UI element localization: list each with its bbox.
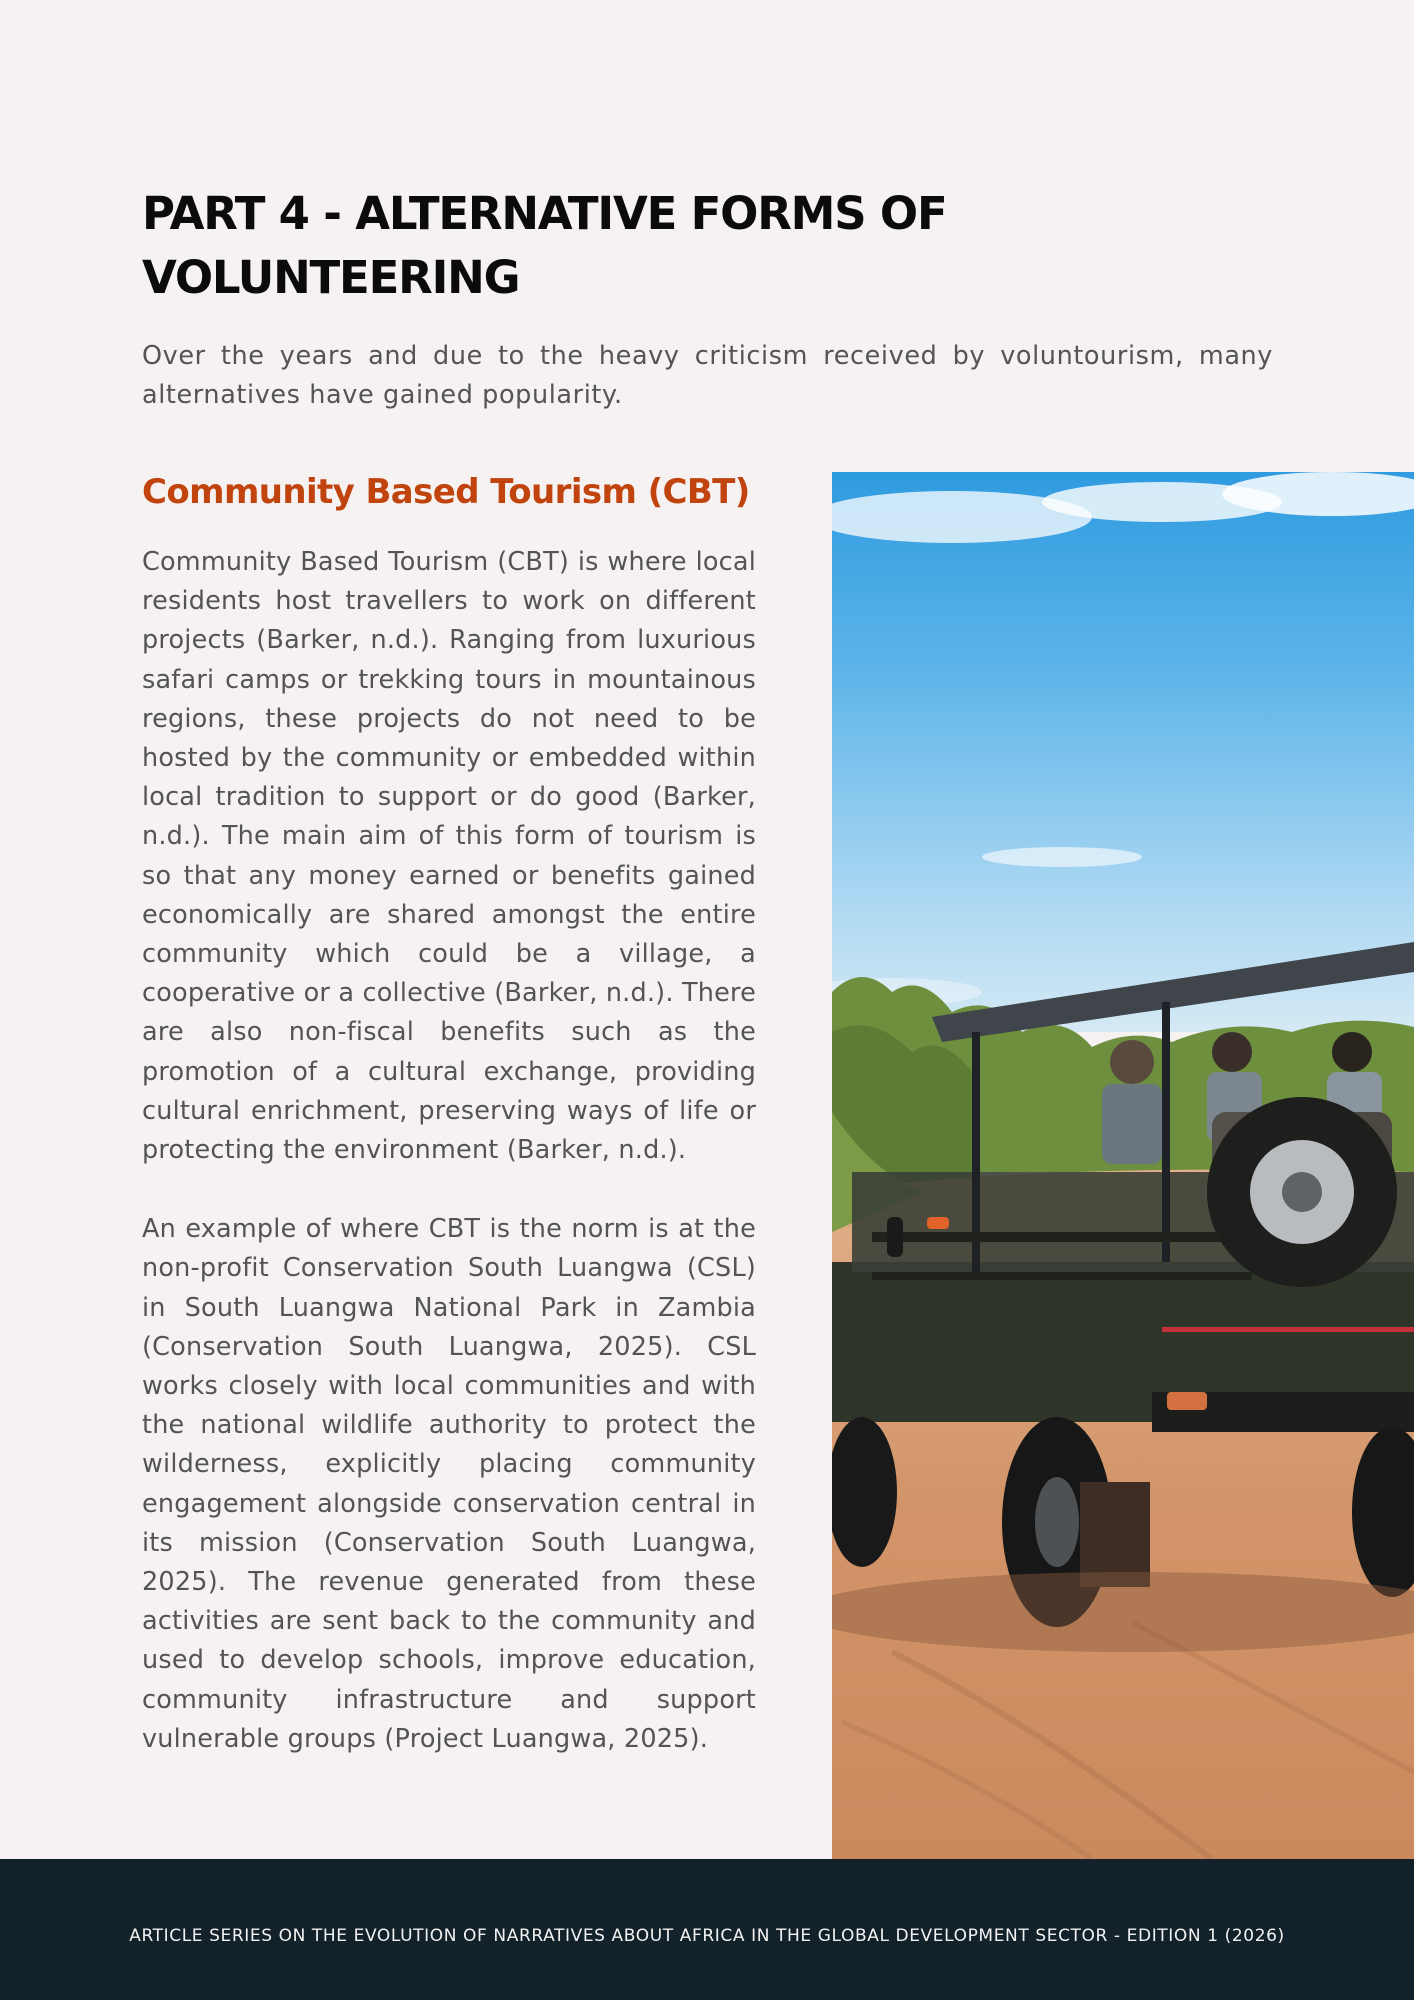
section-heading: Community Based Tourism (CBT): [142, 472, 750, 512]
safari-jeep-photo: [832, 472, 1414, 1859]
cloud: [982, 847, 1142, 867]
footer-text: ARTICLE SERIES ON THE EVOLUTION OF NARRATIVES ABOUT AFRICA IN THE GLOBAL DEVELOPMENT SECTOR - EDITION 1 (2026): [129, 1926, 1285, 1946]
intro-paragraph: Over the years and due to the heavy criticism received by voluntourism, many alternatives have gained popularity.: [142, 341, 1273, 410]
sky: [832, 472, 1414, 1032]
body-paragraph: Community Based Tourism (CBT) is where local residents host travellers to work on different projects (Barker, n.d.). Ranging from luxurious safari camps or trekking tours in mountainous regions, these projects do not need to be hosted by the community or embedded within local tradition to support or do good (Barker, n.d.). The main aim of this form of tourism is so that any money earned or benefits gained economically are shared amongst the entire community which could be a village, a cooperative or a collective (Barker, n.d.). There are also non-fiscal benefits such as the promotion of a cultural exchange, providing cultural enrichment, preserving ways of life or protecting the environment (Barker, n.d.).: [142, 547, 756, 1166]
jeep-shadow: [832, 1572, 1414, 1652]
section-body: [142, 543, 756, 1799]
body-paragraph: An example of where CBT is the norm is at the non-profit Conservation South Luangwa (CSL) in South Luangwa National Park in Zambia (Conservation South Luangwa, 2025). CSL works closely with local communities and with the national wildlife authority to protect the wilderness, explicitly placing community engagement alongside conservation central in its mission (Conservation South Luangwa, 2025). The revenue generated from these activities are sent back to the community and used to develop schools, improve education, community infrastructure and support vulnerable groups (Project Luangwa, 2025).: [142, 1214, 756, 1754]
page-title: PART 4 - ALTERNATIVE FORMS OF VOLUNTEERING: [142, 187, 947, 304]
